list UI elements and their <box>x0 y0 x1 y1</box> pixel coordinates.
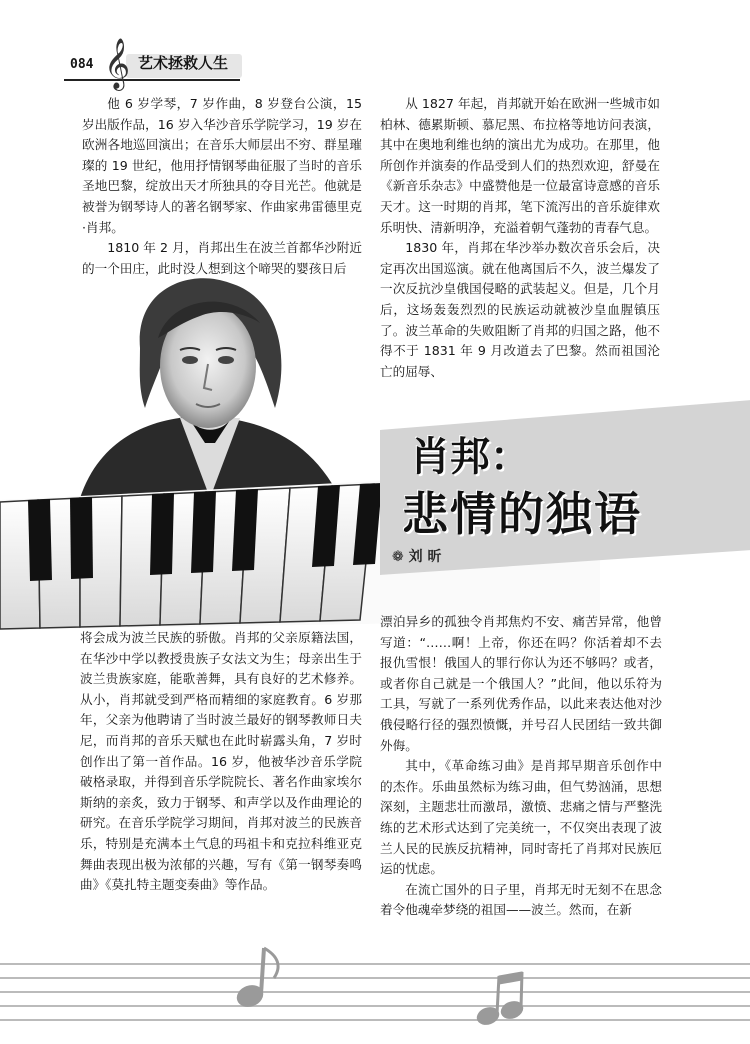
author-byline: ❁ 刘 昕 <box>392 549 442 565</box>
paragraph: 在流亡国外的日子里，肖邦无时无刻不在思念着令他魂牵梦绕的祖国——波兰。然而，在新 <box>380 881 662 918</box>
music-staff-decoration <box>0 944 750 1044</box>
article-title-line1: 肖邦： <box>410 433 530 480</box>
page-header <box>64 38 244 90</box>
paragraph: 漂泊异乡的孤独令肖邦焦灼不安、痛苦异常，他曾写道：“……啊！上帝，你还在吗？你活着却不去报仇雪恨！俄国人的罪行你认为还不够吗？或者，或者你自己就是一个俄国人？”此间，他以乐符为工具，写就了一系列优秀作品，以此来表达他对沙俄侵略行径的强烈愤慨，并号召人民团结一致共御外侮。 <box>380 614 662 753</box>
column-top-left <box>82 94 362 279</box>
article-title-line2: 悲情的独语 <box>402 487 642 541</box>
paragraph: 从 1827 年起，肖邦就开始在欧洲一些城市如柏林、德累斯顿、慕尼黑、布拉格等地访问表演，其中在奥地利维也纳的演出尤为成功。在那里，他所创作并演奏的作品受到人们的热烈欢迎，舒曼在《新音乐杂志》中盛赞他是一位最富诗意感的音乐天才。这一时期的肖邦，笔下流泻出的音乐旋律欢乐明快、清新明净，充溢着朝气蓬勃的青春气息。 <box>380 96 660 235</box>
paragraph: 他 6 岁学琴，7 岁作曲，8 岁登台公演，15 岁出版作品，16 岁入华沙音乐学院学习，19 岁在欧洲各地巡回演出；在音乐大师层出不穷、群星璀璨的 19 世纪，他用抒情钢琴曲征服了当时的音乐圣地巴黎，绽放出天才所独具的夺目光芒。他就是被誉为钢琴诗人的著名钢琴家、作曲家弗雷德里克·肖邦。 <box>82 96 362 235</box>
paragraph: 1810 年 2 月，肖邦出生在波兰首都华沙附近的一个田庄，此时没人想到这个啼哭的婴孩日后 <box>82 240 362 276</box>
paragraph: 其中，《革命练习曲》是肖邦早期音乐创作中的杰作。乐曲虽然标为练习曲，但气势汹涌，思想深刻，主题悲壮而激昂，激愤、悲痛之情与严整洗练的艺术形式达到了完美统一，不仅突出表现了波兰人民的民族反抗精神，同时寄托了肖邦对民族厄运的忧虑。 <box>380 758 662 877</box>
column-bottom-right <box>380 612 662 921</box>
music-note-icon <box>475 972 525 1027</box>
page-number: 084 <box>70 57 94 72</box>
column-bottom-left <box>80 628 362 896</box>
column-top-right <box>380 94 660 382</box>
paragraph: 1830 年，肖邦在华沙举办数次音乐会后，决定再次出国巡演。就在他离国后不久，波兰爆发了一次反抗沙皇俄国侵略的武装起义。但是，几个月后，这场轰轰烈烈的民族运动就被沙皇血腥镇压了。波兰革命的失败阻断了肖邦的归国之路，他不得不于 1831 年 9 月改道去了巴黎。然而祖国沦亡的屈辱、 <box>380 240 660 379</box>
treble-clef-icon: 𝄞 <box>104 38 131 89</box>
section-title: 艺术拯救人生 <box>138 54 229 72</box>
paragraph: 将会成为波兰民族的骄傲。肖邦的父亲原籍法国，在华沙中学以教授贵族子女法文为生；母亲出生于波兰贵族家庭，能歌善舞，具有良好的艺术修养。从小，肖邦就受到严格而精细的家庭教育。6 岁那年，父亲为他聘请了当时波兰最好的钢琴教师日夫尼，而肖邦的音乐天赋也在此时崭露头角，7 岁时创作出了第一首作品。16 岁，他被华沙音乐学院破格录取，并得到音乐学院院长、著名作曲家埃尔斯纳的亲炙，致力于钢琴、和声学以及作曲理论的研究。在音乐学院学习期间，肖邦对波兰的民族音乐，特别是充满本土气息的玛祖卡和克拉科维亚克舞曲表现出极为浓郁的兴趣，写有《第一钢琴奏鸣曲》《莫扎特主题变奏曲》等作品。 <box>80 630 362 893</box>
